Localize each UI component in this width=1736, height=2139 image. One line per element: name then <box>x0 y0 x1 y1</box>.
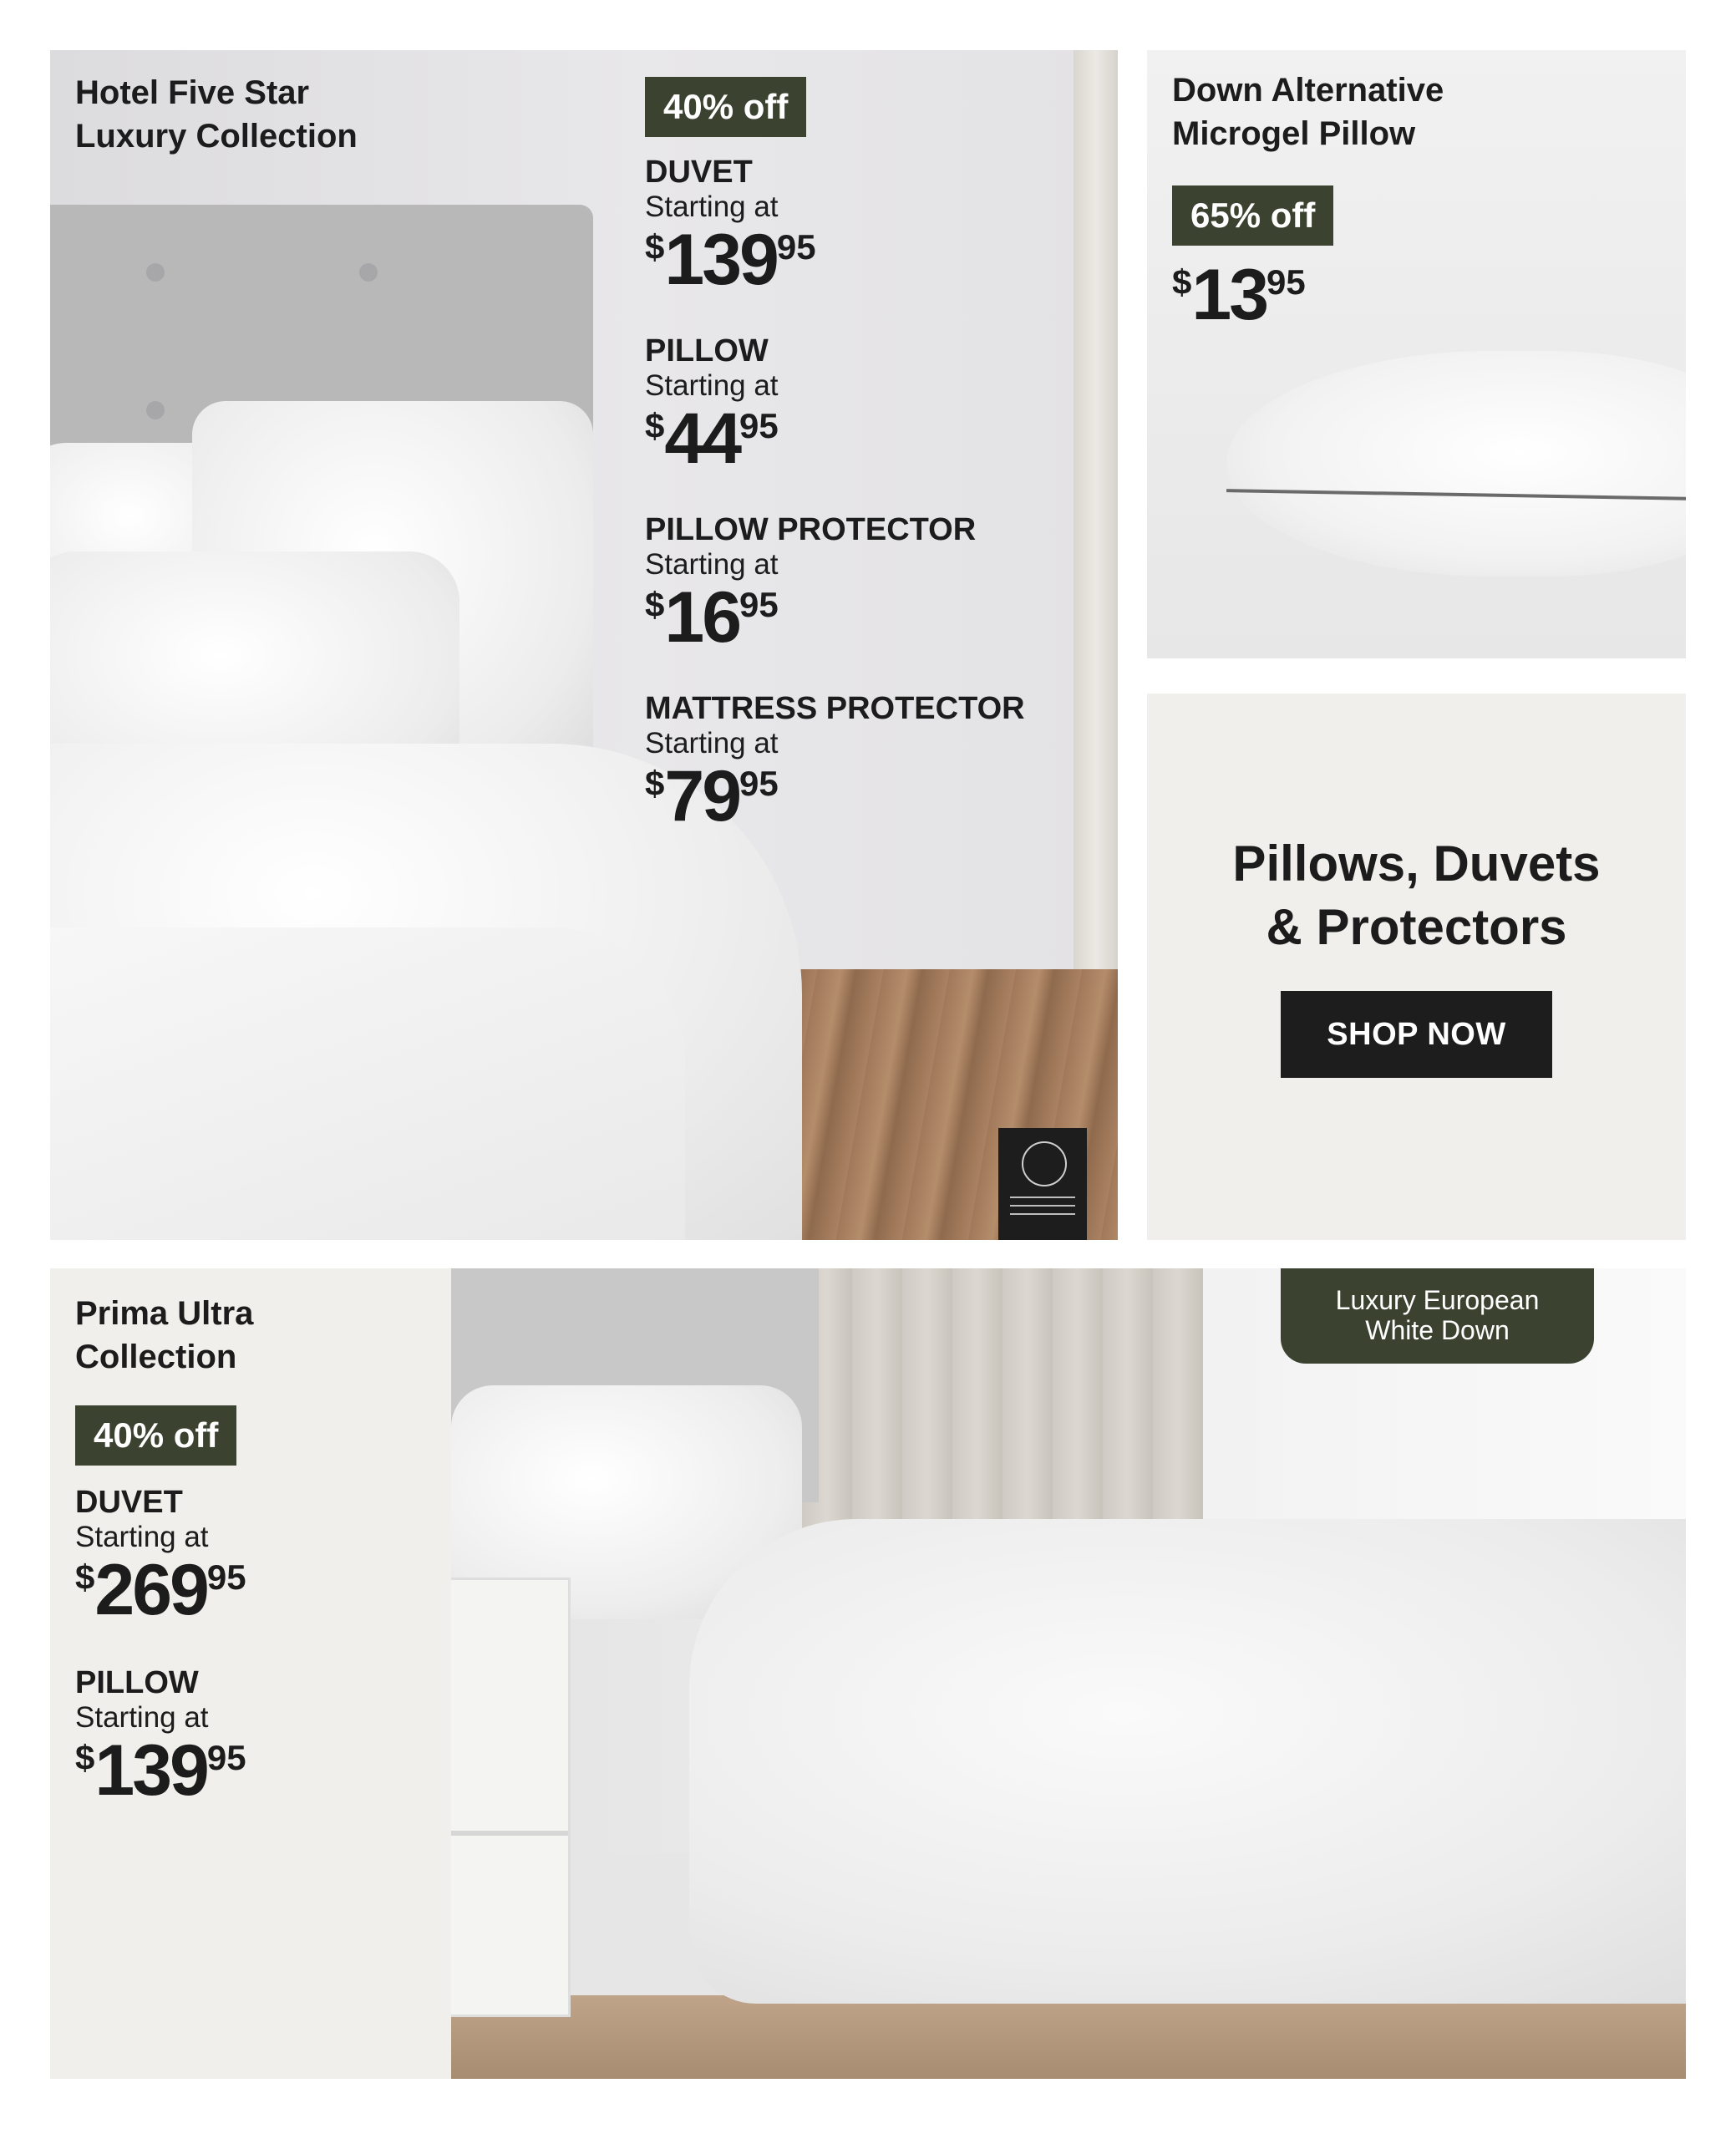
prima-bedroom-photo <box>451 1268 1686 2079</box>
starting-at: Starting at <box>645 191 779 223</box>
promo-heading: Pillows, Duvets & Protectors <box>1232 836 1601 955</box>
shop-now-button[interactable]: SHOP NOW <box>1281 991 1552 1078</box>
price: $7995 <box>645 756 779 836</box>
product-name: DUVET <box>75 1485 183 1520</box>
starting-at: Starting at <box>645 369 779 402</box>
microgel-price <box>1172 255 1306 335</box>
price: $4495 <box>645 399 779 479</box>
price: $13995 <box>645 220 816 300</box>
nightstand <box>451 1578 571 2017</box>
product-pillow <box>645 333 779 479</box>
price: $26995 <box>75 1550 246 1630</box>
collection-title: Hotel Five Star Luxury Collection <box>75 74 358 155</box>
wood-floor <box>451 1995 1686 2079</box>
product-name: DUVET <box>645 155 753 190</box>
luxury-european-tag: Luxury European White Down <box>1281 1268 1594 1364</box>
product-name: MATTRESS PROTECTOR <box>645 691 1025 726</box>
product-name: PILLOW PROTECTOR <box>645 512 977 547</box>
five-star-logo <box>998 1128 1087 1240</box>
collection-title: Prima Ultra Collection <box>75 1295 254 1375</box>
starting-at: Starting at <box>645 548 779 581</box>
discount-badge: 40% off <box>75 1405 236 1466</box>
curtain <box>802 1268 1203 1536</box>
starting-at: Starting at <box>75 1701 209 1734</box>
price: $1395 <box>1172 255 1306 335</box>
product-mattress-protector <box>645 690 1025 836</box>
crest-icon <box>1022 1141 1067 1186</box>
duvet-image <box>689 1519 1686 2004</box>
promo-panel <box>1147 694 1686 1240</box>
price: $1695 <box>645 577 779 658</box>
headboard-button <box>146 401 165 419</box>
product-duvet <box>75 1484 246 1630</box>
product-title: Down Alternative Microgel Pillow <box>1172 72 1444 152</box>
discount-badge: 65% off <box>1172 185 1333 246</box>
microgel-pillow-panel <box>1147 50 1686 658</box>
curtain <box>1074 50 1118 1053</box>
product-pillow-protector <box>645 511 977 658</box>
headboard-button <box>359 263 378 282</box>
product-name: PILLOW <box>75 1665 199 1700</box>
product-duvet <box>645 154 816 300</box>
price: $13995 <box>75 1730 246 1811</box>
product-name: PILLOW <box>645 333 769 368</box>
starting-at: Starting at <box>75 1521 209 1553</box>
duvet-fold <box>50 927 685 1240</box>
headboard-button <box>146 263 165 282</box>
discount-badge: 40% off <box>645 77 806 137</box>
prima-ultra-panel <box>50 1268 1686 2079</box>
starting-at: Starting at <box>645 727 779 760</box>
product-pillow <box>75 1664 246 1811</box>
hotel-five-star-panel <box>50 50 1118 1240</box>
